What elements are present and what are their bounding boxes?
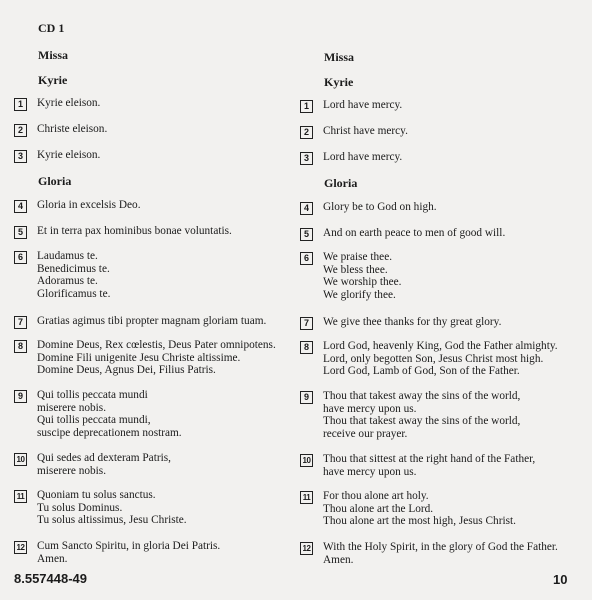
- text-line: Qui sedes ad dexteram Patris,: [37, 452, 171, 464]
- track-10: [300, 453, 535, 478]
- text-line: Kyrie eleison.: [37, 97, 101, 109]
- text-line: Qui tollis peccata mundi,: [37, 414, 151, 427]
- text-line: We praise thee.: [323, 251, 393, 263]
- text-line: Glory be to God on high.: [323, 201, 437, 213]
- text-line: Thou alone art the most high, Jesus Christ.: [323, 515, 516, 528]
- track-number: 9: [14, 390, 27, 403]
- catalog-number: 8.557448-49: [14, 571, 88, 586]
- text-line: suscipe deprecationem nostram.: [37, 427, 182, 440]
- track-1: [14, 97, 100, 111]
- track-9: [14, 389, 182, 440]
- track-number: 11: [300, 491, 313, 504]
- track-number: 8: [300, 341, 313, 354]
- track-4: [14, 199, 141, 213]
- text-line: Glorificamus te.: [37, 288, 111, 301]
- track-3: [14, 149, 100, 163]
- text-line: Amen.: [323, 553, 354, 566]
- text-line: We bless thee.: [323, 263, 388, 276]
- track-number: 7: [300, 317, 313, 330]
- track-number: 6: [14, 251, 27, 264]
- track-number: 7: [14, 316, 27, 329]
- text-line: receive our prayer.: [323, 428, 408, 441]
- track-5: [14, 225, 232, 239]
- cd-heading: CD 1: [38, 21, 65, 35]
- track-7: [300, 316, 501, 330]
- track-number: 10: [14, 453, 27, 466]
- track-2: [14, 123, 107, 137]
- text-line: have mercy upon us.: [323, 465, 417, 478]
- text-line: We give thee thanks for thy great glory.: [323, 316, 502, 328]
- text-line: have mercy upon us.: [323, 402, 417, 415]
- track-number: 12: [300, 542, 313, 555]
- missa-heading: Missa: [324, 50, 354, 64]
- text-line: Thou that takest away the sins of the world,: [323, 390, 521, 402]
- track-number: 2: [14, 124, 27, 137]
- track-number: 5: [300, 228, 313, 241]
- text-line: Thou that takest away the sins of the world,: [323, 415, 521, 428]
- text-line: Adoramus te.: [37, 275, 98, 288]
- track-1: [300, 99, 402, 113]
- track-number: 11: [14, 490, 27, 503]
- track-2: [300, 125, 408, 139]
- text-line: Benedicimus te.: [37, 262, 110, 275]
- text-line: Amen.: [37, 552, 68, 565]
- track-11: [14, 489, 187, 527]
- track-9: [300, 390, 520, 441]
- text-line: Domine Deus, Agnus Dei, Filius Patris.: [37, 364, 216, 377]
- text-line: With the Holy Spirit, in the glory of God the Father.: [323, 541, 558, 553]
- kyrie-heading: Kyrie: [38, 73, 68, 87]
- text-line: Lord God, Lamb of God, Son of the Father.: [323, 365, 520, 378]
- text-line: Et in terra pax hominibus bonae voluntatis.: [37, 225, 232, 237]
- missa-heading: Missa: [38, 48, 68, 62]
- track-number: 3: [300, 152, 313, 165]
- text-line: Lord have mercy.: [323, 99, 403, 111]
- track-number: 6: [300, 252, 313, 265]
- gloria-heading: Gloria: [38, 174, 72, 188]
- track-number: 3: [14, 150, 27, 163]
- track-8: [300, 340, 558, 378]
- text-line: Cum Sancto Spiritu, in gloria Dei Patris.: [37, 540, 221, 552]
- track-number: 10: [300, 454, 313, 467]
- track-10: [14, 452, 171, 477]
- page-number: 10: [553, 572, 568, 587]
- text-line: Lord have mercy.: [323, 151, 403, 163]
- text-line: Tu solus altissimus, Jesu Christe.: [37, 514, 187, 527]
- gloria-heading: Gloria: [324, 176, 358, 190]
- track-number: 5: [14, 226, 27, 239]
- track-number: 12: [14, 541, 27, 554]
- track-3: [300, 151, 402, 165]
- track-5: [300, 227, 505, 241]
- text-line: miserere nobis.: [37, 401, 107, 414]
- text-line: Laudamus te.: [37, 250, 98, 262]
- text-line: Quoniam tu solus sanctus.: [37, 489, 156, 501]
- track-number: 1: [14, 98, 27, 111]
- track-6: [14, 250, 110, 301]
- text-line: Tu solus Dominus.: [37, 501, 123, 514]
- kyrie-heading: Kyrie: [324, 75, 354, 89]
- track-4: [300, 201, 437, 215]
- text-line: Domine Deus, Rex cœlestis, Deus Pater omnipotens.: [37, 339, 276, 351]
- text-line: Thou alone art the Lord.: [323, 502, 434, 515]
- text-line: Christ have mercy.: [323, 125, 408, 137]
- text-line: Kyrie eleison.: [37, 149, 101, 161]
- text-line: We worship thee.: [323, 276, 402, 289]
- track-number: 8: [14, 340, 27, 353]
- track-12: [14, 540, 220, 565]
- text-line: Thou that sittest at the right hand of the Father,: [323, 453, 536, 465]
- text-line: Qui tollis peccata mundi: [37, 389, 148, 401]
- track-number: 2: [300, 126, 313, 139]
- text-line: Gratias agimus tibi propter magnam gloriam tuam.: [37, 315, 267, 327]
- text-line: For thou alone art holy.: [323, 490, 429, 502]
- track-7: [14, 315, 266, 329]
- track-number: 4: [14, 200, 27, 213]
- text-line: We glorify thee.: [323, 289, 396, 302]
- track-12: [300, 541, 558, 566]
- track-8: [14, 339, 276, 377]
- track-number: 1: [300, 100, 313, 113]
- track-11: [300, 490, 516, 528]
- text-line: And on earth peace to men of good will.: [323, 227, 506, 239]
- text-line: Domine Fili unigenite Jesu Christe altissime.: [37, 351, 241, 364]
- track-number: 4: [300, 202, 313, 215]
- text-line: Lord, only begotten Son, Jesus Christ most high.: [323, 352, 544, 365]
- text-line: Christe eleison.: [37, 123, 108, 135]
- text-line: Gloria in excelsis Deo.: [37, 199, 141, 211]
- text-line: Lord God, heavenly King, God the Father almighty.: [323, 340, 558, 352]
- track-number: 9: [300, 391, 313, 404]
- text-line: miserere nobis.: [37, 464, 107, 477]
- track-6: [300, 251, 401, 302]
